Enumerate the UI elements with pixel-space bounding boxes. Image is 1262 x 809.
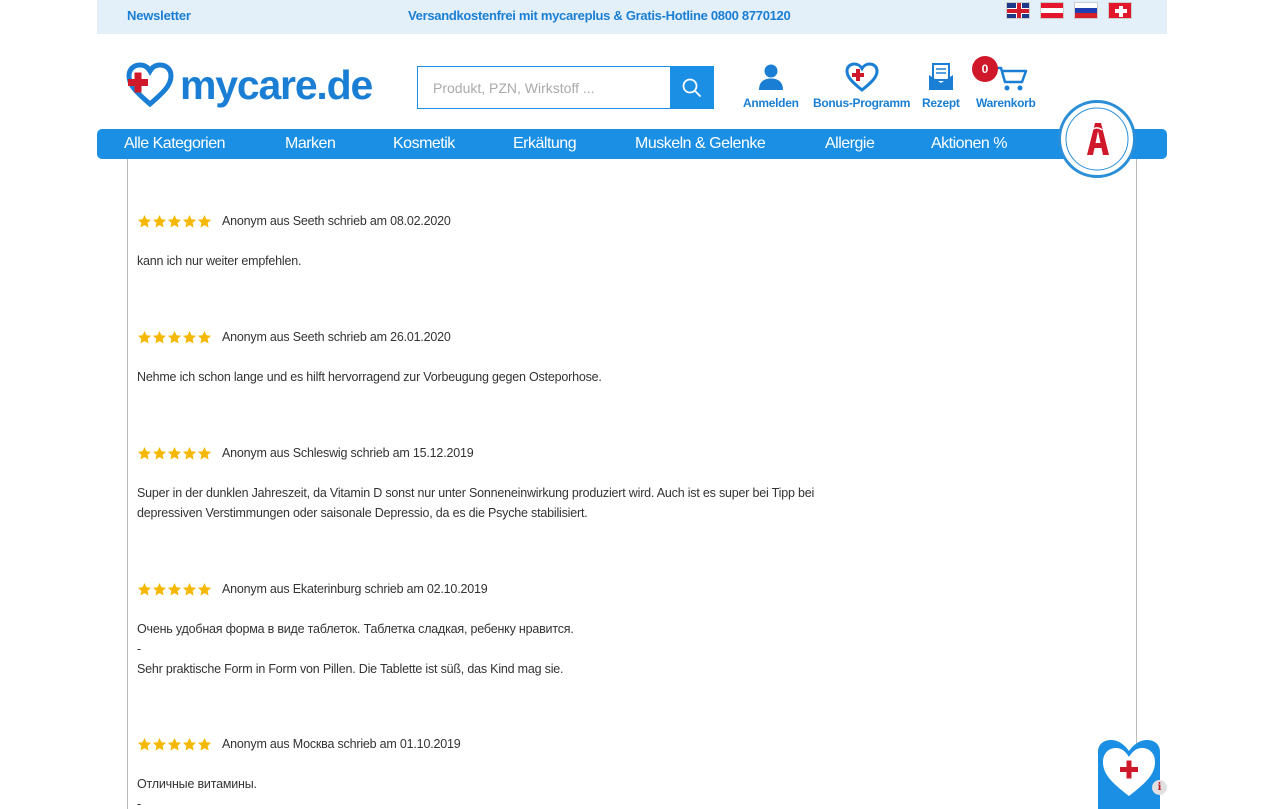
review-text: kann ich nur weiter empfehlen. xyxy=(137,254,302,268)
cart-button[interactable] xyxy=(976,62,1036,110)
star-icon xyxy=(137,330,152,345)
search-bar xyxy=(417,66,714,109)
nav-item-allergy[interactable]: Allergie xyxy=(825,135,875,152)
newsletter-link[interactable]: Newsletter xyxy=(127,8,191,23)
language-flags xyxy=(1006,2,1132,19)
site-logo[interactable] xyxy=(126,62,372,108)
star-icon xyxy=(152,737,167,752)
pharmacy-a-icon xyxy=(1061,103,1133,175)
switzerland-flag-icon[interactable] xyxy=(1108,2,1132,19)
review-meta: Anonym aus Schleswig schrieb am 15.12.2019 xyxy=(222,446,474,460)
main-navigation xyxy=(97,129,1167,159)
floating-help-widget[interactable] xyxy=(1098,740,1160,809)
star-icon xyxy=(152,582,167,597)
star-rating xyxy=(137,446,212,461)
search-input[interactable] xyxy=(418,67,670,108)
star-icon xyxy=(182,737,197,752)
review-item xyxy=(137,735,837,809)
reviews-panel xyxy=(127,159,1137,809)
star-icon xyxy=(182,582,197,597)
bonus-program-label: Bonus-Programm xyxy=(813,96,911,110)
star-icon xyxy=(137,737,152,752)
review-text: Super in der dunklen Jahreszeit, da Vitamin D sonst nur unter Sonneneinwirkung produziert wird. Auch ist es super bei Tipp bei depressiven Verstimmungen oder saisonale Depressio, da es die Psyche stabilisiert. xyxy=(137,486,815,520)
promo-banner[interactable]: Versandkostenfrei mit mycareplus & Gratis-Hotline 0800 8770120 xyxy=(408,8,791,23)
cart-count-badge: 0 xyxy=(972,56,998,82)
prescription-envelope-icon xyxy=(926,62,956,92)
review-meta: Anonym aus Seeth schrieb am 26.01.2020 xyxy=(222,330,451,344)
search-button[interactable] xyxy=(670,67,713,108)
nav-item-promotions[interactable]: Aktionen % xyxy=(931,135,1007,152)
uk-flag-icon[interactable] xyxy=(1006,2,1030,19)
info-icon[interactable]: i xyxy=(1152,780,1167,795)
star-icon xyxy=(167,446,182,461)
nav-item-brands[interactable]: Marken xyxy=(285,135,336,152)
star-rating xyxy=(137,214,212,229)
heart-plus-icon xyxy=(845,62,879,92)
star-icon xyxy=(152,214,167,229)
login-button[interactable] xyxy=(743,62,799,110)
star-icon xyxy=(182,214,197,229)
review-item xyxy=(137,444,837,523)
login-label: Anmelden xyxy=(743,96,799,110)
nav-item-all-categories[interactable]: Alle Kategorien xyxy=(124,135,226,152)
heart-cross-widget-icon xyxy=(1098,740,1160,809)
review-meta: Anonym aus Seeth schrieb am 08.02.2020 xyxy=(222,214,451,228)
review-item xyxy=(137,580,837,679)
star-icon xyxy=(197,446,212,461)
star-icon xyxy=(197,582,212,597)
cart-label: Warenkorb xyxy=(976,96,1036,110)
logo-text: mycare.de xyxy=(180,62,373,108)
nav-item-muscles-joints[interactable]: Muskeln & Gelenke xyxy=(635,135,766,152)
star-icon xyxy=(167,214,182,229)
top-bar xyxy=(97,0,1167,34)
star-icon xyxy=(167,582,182,597)
prescription-label: Rezept xyxy=(922,96,960,110)
review-meta: Anonym aus Ekaterinburg schrieb am 02.10.2019 xyxy=(222,582,488,596)
star-icon xyxy=(137,582,152,597)
russia-flag-icon[interactable] xyxy=(1074,2,1098,19)
star-icon xyxy=(137,214,152,229)
nav-item-cosmetics[interactable]: Kosmetik xyxy=(393,135,455,152)
star-icon xyxy=(152,446,167,461)
star-rating xyxy=(137,330,212,345)
star-icon xyxy=(182,446,197,461)
nav-item-cold[interactable]: Erkältung xyxy=(513,135,577,152)
review-meta: Anonym aus Москва schrieb am 01.10.2019 xyxy=(222,737,461,751)
austria-flag-icon[interactable] xyxy=(1040,2,1064,19)
star-icon xyxy=(152,330,167,345)
review-text: Nehme ich schon lange und es hilft hervorragend zur Vorbeugung gegen Osteporhose. xyxy=(137,370,602,384)
star-icon xyxy=(197,330,212,345)
star-rating xyxy=(137,737,212,752)
search-icon xyxy=(682,78,702,98)
review-text: Очень удобная форма в виде таблеток. Таблетка сладкая, ребенку нравится. - Sehr praktische Form in Form von Pillen. Die Tablette ist süß, das Kind mag sie. xyxy=(137,622,574,676)
pharmacy-seal-badge[interactable] xyxy=(1058,100,1136,178)
prescription-button[interactable] xyxy=(922,62,960,110)
review-item xyxy=(137,212,837,271)
heart-cross-logo-icon xyxy=(126,62,174,108)
review-item xyxy=(137,328,837,387)
star-icon xyxy=(197,214,212,229)
star-icon xyxy=(137,446,152,461)
user-icon xyxy=(756,62,786,92)
star-icon xyxy=(167,330,182,345)
star-icon xyxy=(197,737,212,752)
review-text: Отличные витамины. - xyxy=(137,777,257,809)
star-icon xyxy=(167,737,182,752)
star-icon xyxy=(182,330,197,345)
bonus-program-button[interactable] xyxy=(813,62,910,110)
star-rating xyxy=(137,582,212,597)
